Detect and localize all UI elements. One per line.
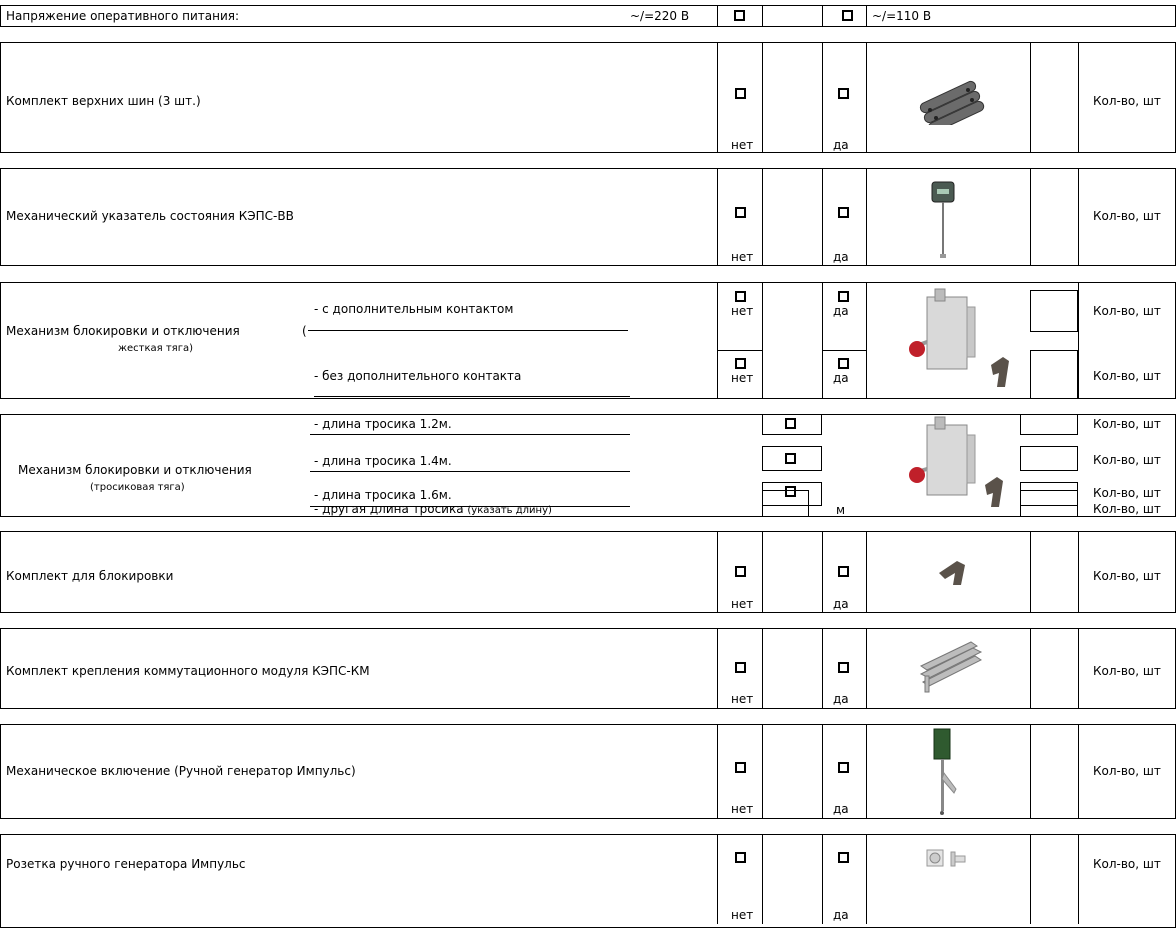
power-220-checkbox[interactable] (734, 10, 745, 21)
cable-unit-label: м (836, 503, 846, 517)
lock-kit-yes-checkbox[interactable] (838, 566, 849, 577)
manual-gen-no-label: нет (731, 802, 754, 816)
cable-qty-input-2[interactable] (1020, 446, 1078, 471)
lock-kit-image (935, 555, 971, 587)
rigid-qty-label-2: Кол-во, шт (1093, 369, 1161, 383)
cable-16-checkbox[interactable] (785, 486, 796, 497)
rigid-option-without-contact: - без дополнительного контакта (314, 369, 522, 383)
indicator-no-label: нет (731, 250, 754, 264)
power-110-checkbox[interactable] (842, 10, 853, 21)
cable-12-checkbox[interactable] (785, 418, 796, 429)
rigid-with-yes-checkbox[interactable] (838, 291, 849, 302)
cable-14-checkbox[interactable] (785, 453, 796, 464)
manual-gen-no-checkbox[interactable] (735, 762, 746, 773)
mechanical-indicator-image (930, 180, 956, 260)
cable-option-16: - длина тросика 1.6м. (314, 488, 452, 502)
rigid-with-yes-label: да (833, 304, 849, 318)
mount-kit-no-checkbox[interactable] (735, 662, 746, 673)
socket-row (0, 834, 1176, 928)
cable-option-12: - длина тросика 1.2м. (314, 417, 452, 431)
socket-label: Розетка ручного генератора Импульс (6, 857, 246, 871)
cable-option-14: - длина тросика 1.4м. (314, 454, 452, 468)
lock-kit-label: Комплект для блокировки (6, 569, 174, 583)
mount-kit-no-label: нет (731, 692, 754, 706)
indicator-no-checkbox[interactable] (735, 207, 746, 218)
rigid-without-no-checkbox[interactable] (735, 358, 746, 369)
busbar-no-checkbox[interactable] (735, 88, 746, 99)
cable-option-other-label: - другая длина тросика (314, 502, 464, 516)
socket-no-checkbox[interactable] (735, 852, 746, 863)
cable-lock-mechanism-image (905, 415, 1023, 515)
lock-kit-no-label: нет (731, 597, 754, 611)
socket-yes-checkbox[interactable] (838, 852, 849, 863)
indicator-yes-checkbox[interactable] (838, 207, 849, 218)
cable-option-other-note: (указать длину) (467, 505, 552, 516)
manual-gen-label: Механическое включение (Ручной генератор Импульс) (6, 764, 356, 778)
cable-qty-input-4[interactable] (1020, 490, 1078, 517)
rigid-paren: ( (302, 324, 307, 338)
manual-gen-yes-checkbox[interactable] (838, 762, 849, 773)
lock-kit-yes-label: да (833, 597, 849, 611)
mount-kit-label: Комплект крепления коммутационного модуля КЭПС-КМ (6, 664, 370, 678)
rigid-subtitle: жесткая тяга) (118, 343, 193, 354)
busbar-no-label: нет (731, 138, 754, 152)
socket-no-label: нет (731, 908, 754, 922)
rigid-title: Механизм блокировки и отключения (6, 324, 240, 338)
rigid-qty-input-2[interactable] (1030, 350, 1078, 399)
power-option-110-label: ~/=110 В (872, 9, 932, 23)
busbar-qty-label: Кол-во, шт (1093, 94, 1161, 108)
lock-kit-row (0, 531, 1176, 613)
rigid-without-yes-label: да (833, 371, 849, 385)
rigid-without-yes-checkbox[interactable] (838, 358, 849, 369)
manual-gen-qty-label: Кол-во, шт (1093, 764, 1161, 778)
lock-kit-no-checkbox[interactable] (735, 566, 746, 577)
rigid-qty-label-1: Кол-во, шт (1093, 304, 1161, 318)
cable-subtitle: (тросиковая тяга) (90, 482, 185, 493)
busbar-label: Комплект верхних шин (3 шт.) (6, 94, 201, 108)
indicator-qty-label: Кол-во, шт (1093, 209, 1161, 223)
power-option-220-label: ~/=220 В (630, 9, 690, 23)
indicator-yes-label: да (833, 250, 849, 264)
busbar-yes-checkbox[interactable] (838, 88, 849, 99)
cable-option-other (314, 502, 552, 518)
rigid-qty-input-1[interactable] (1030, 290, 1078, 332)
mount-kit-qty-label: Кол-во, шт (1093, 664, 1161, 678)
indicator-label: Механический указатель состояния КЭПС-ВВ (6, 209, 294, 223)
cable-title: Механизм блокировки и отключения (18, 463, 252, 477)
generator-socket-image (925, 848, 971, 870)
rigid-with-no-checkbox[interactable] (735, 291, 746, 302)
lock-mechanism-image (905, 287, 1023, 395)
manual-gen-yes-label: да (833, 802, 849, 816)
rigid-without-no-label: нет (731, 371, 754, 385)
busbar-yes-label: да (833, 138, 849, 152)
socket-qty-label: Кол-во, шт (1093, 857, 1161, 871)
cable-qty-label-1: Кол-во, шт (1093, 417, 1161, 431)
busbar-set-image (910, 70, 990, 125)
socket-yes-label: да (833, 908, 849, 922)
rigid-with-no-label: нет (731, 304, 754, 318)
cable-qty-label-3: Кол-во, шт (1093, 486, 1161, 500)
cable-qty-label-2: Кол-во, шт (1093, 453, 1161, 467)
rigid-option-with-contact: - с дополнительным контактом (314, 302, 514, 316)
cable-qty-label-4: Кол-во, шт (1093, 502, 1161, 516)
manual-generator-image (930, 727, 960, 817)
power-supply-label: Напряжение оперативного питания: (6, 9, 240, 23)
lock-kit-qty-label: Кол-во, шт (1093, 569, 1161, 583)
mount-kit-yes-label: да (833, 692, 849, 706)
mount-kit-yes-checkbox[interactable] (838, 662, 849, 673)
mounting-kit-image (915, 640, 987, 696)
cable-qty-input-1[interactable] (1020, 414, 1078, 435)
